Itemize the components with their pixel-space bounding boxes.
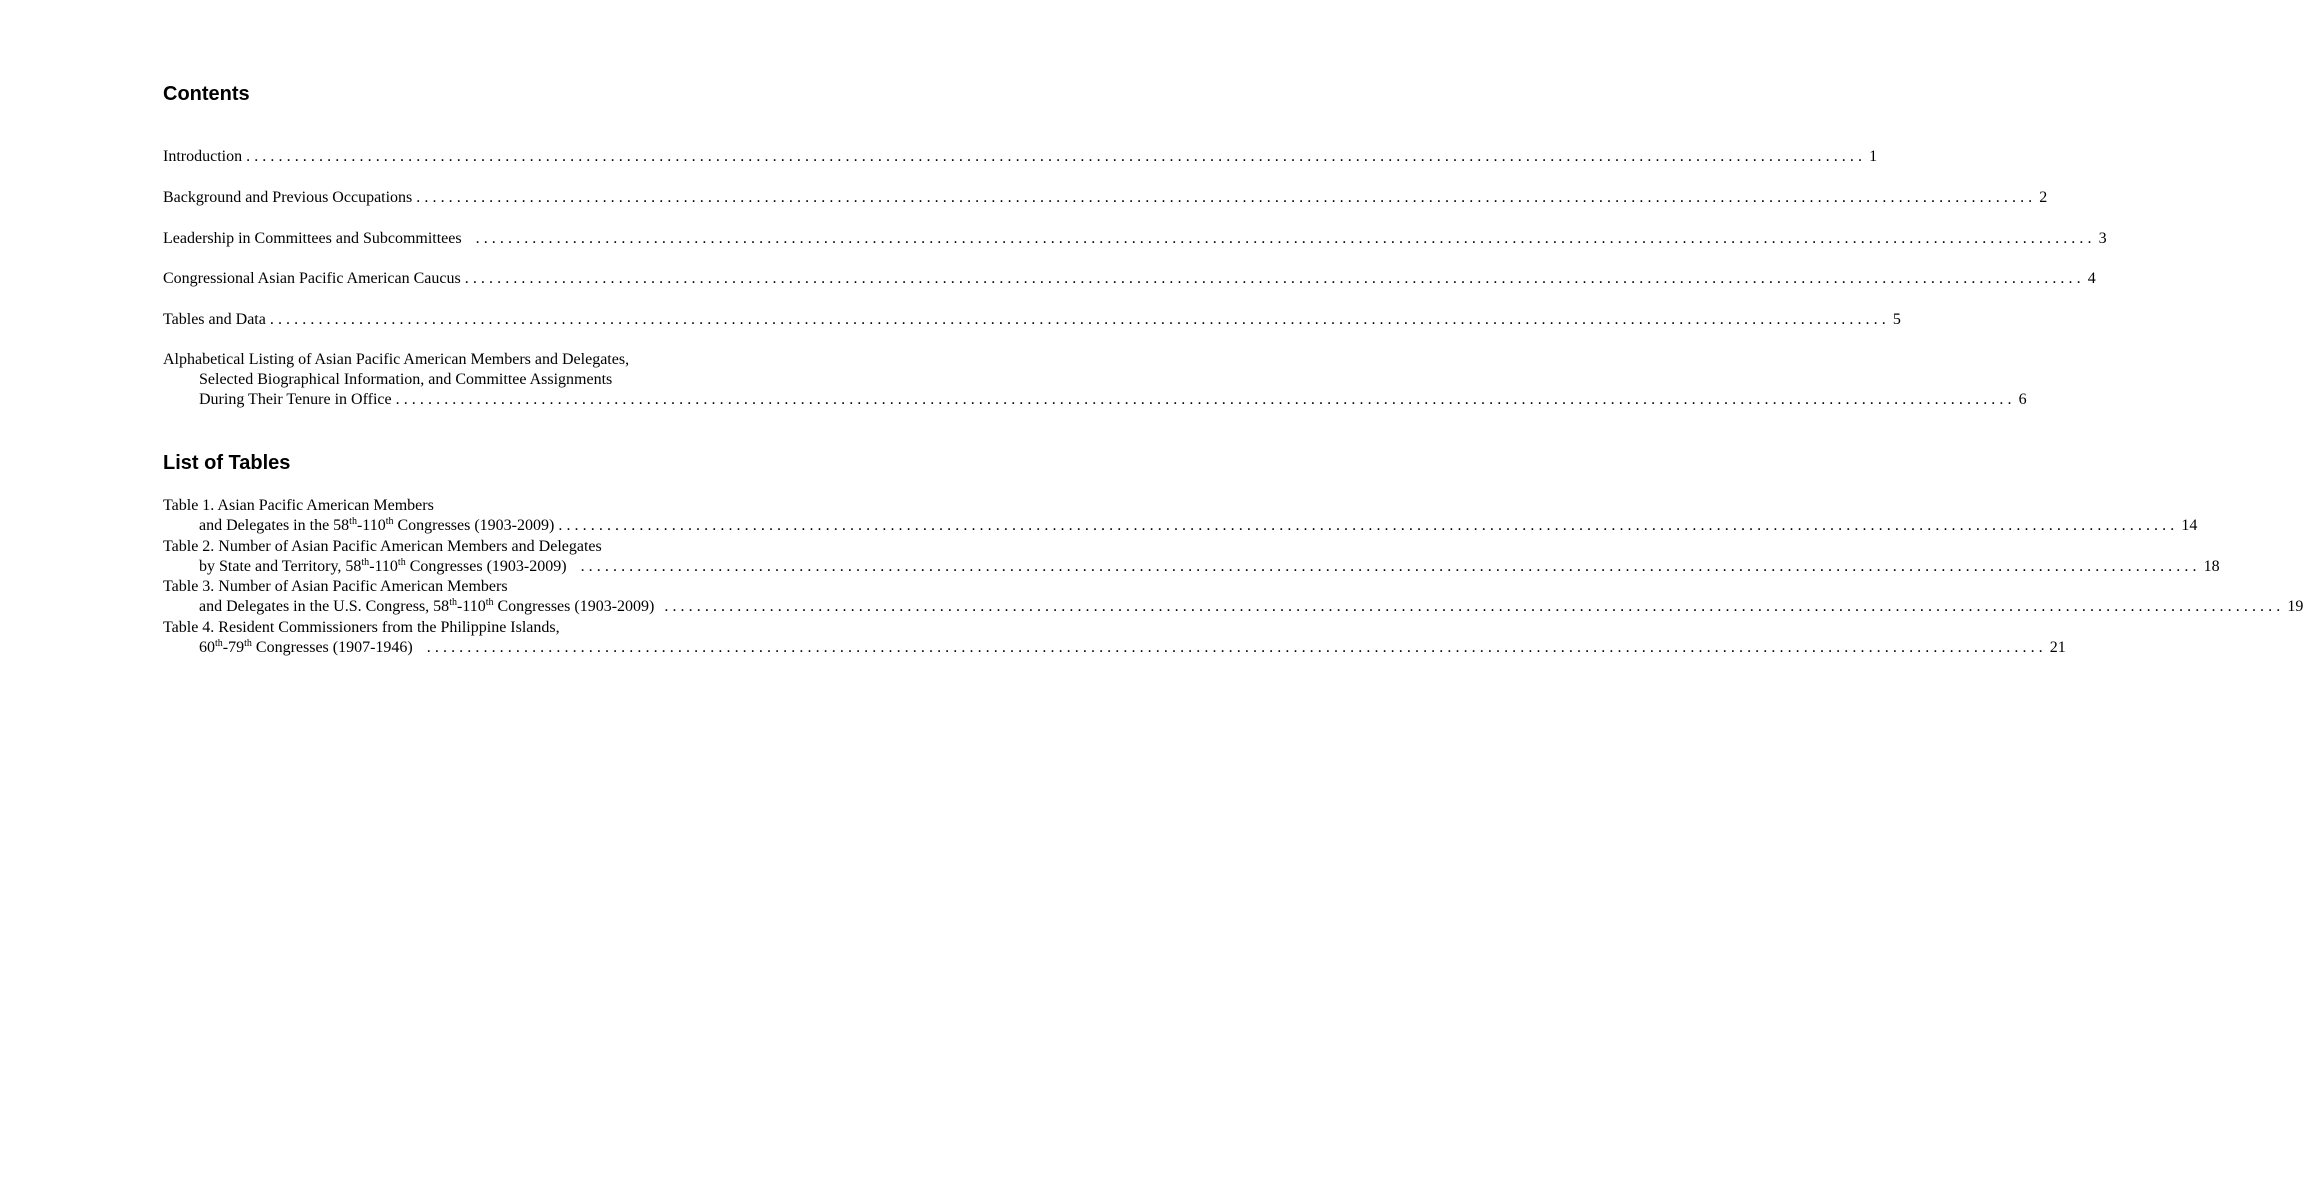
toc-entry-page: 1	[1869, 148, 1878, 165]
table-entry-page: 14	[2181, 517, 2198, 534]
table-entry-page: 18	[2203, 558, 2220, 575]
table-entry-page: 21	[2049, 639, 2066, 656]
table-entry-4[interactable]	[163, 618, 2066, 658]
dot-leader: ........................................................................................................................................................................................................	[558, 517, 2179, 534]
toc-entry-title: Background and Previous Occupations	[163, 189, 413, 206]
toc-entry-title: Congressional Asian Pacific American Caucus	[163, 270, 461, 287]
toc-entry-caucus[interactable]	[163, 269, 2096, 289]
dot-leader: ........................................................................................................................................................................................................	[269, 311, 1890, 328]
table-entry-3[interactable]	[163, 577, 2303, 617]
toc-entry-background[interactable]	[163, 188, 2048, 208]
dot-leader: ........................................................................................................................................................................................................	[395, 391, 2016, 408]
dot-leader: ........................................................................................................................................................................................................	[475, 230, 2096, 247]
dot-leader: ........................................................................................................................................................................................................	[416, 189, 2037, 206]
toc-entry-leadership[interactable]	[163, 229, 2107, 249]
contents-heading: Contents	[163, 83, 250, 105]
table-entry-title-line2: by State and Territory, 58th-110th Congresses (1903-2009)	[199, 557, 567, 575]
toc-entry-page: 3	[2098, 230, 2107, 247]
toc-entry-title-line2: Selected Biographical Information, and Committee Assignments	[199, 371, 613, 388]
toc-entry-title-line3: During Their Tenure in Office	[199, 391, 392, 408]
table-entry-title-line2: and Delegates in the 58th-110th Congresses (1903-2009)	[199, 516, 555, 534]
dot-leader: ........................................................................................................................................................................................................	[426, 639, 2047, 656]
dot-leader: ........................................................................................................................................................................................................	[580, 558, 2201, 575]
toc-entry-title: Tables and Data	[163, 311, 266, 328]
dot-leader: ........................................................................................................................................................................................................	[464, 270, 2085, 287]
table-entry-title-line1: Table 4. Resident Commissioners from the Philippine Islands,	[163, 619, 560, 636]
table-entry-title-line1: Table 2. Number of Asian Pacific American Members and Delegates	[163, 538, 602, 555]
toc-entry-tables-and-data[interactable]	[163, 310, 1901, 330]
table-entry-1[interactable]	[163, 496, 2198, 536]
toc-entry-title: Leadership in Committees and Subcommittees	[163, 230, 462, 247]
dot-leader: ........................................................................................................................................................................................................	[664, 598, 2285, 615]
toc-entry-page: 5	[1892, 311, 1901, 328]
list-of-tables-heading: List of Tables	[163, 452, 291, 474]
table-entry-title-line1: Table 3. Number of Asian Pacific American Members	[163, 578, 508, 595]
table-entry-title-line2: and Delegates in the U.S. Congress, 58th-110th Congresses (1903-2009)	[199, 597, 655, 615]
toc-entry-page: 2	[2039, 189, 2048, 206]
toc-entry-page: 6	[2018, 391, 2027, 408]
table-entry-title-line2: 60th-79th Congresses (1907-1946)	[199, 638, 413, 656]
table-entry-title-line1: Table 1. Asian Pacific American Members	[163, 497, 434, 514]
table-entry-2[interactable]	[163, 537, 2220, 577]
toc-entry-title: Introduction	[163, 148, 243, 165]
toc-entry-alphabetical-listing[interactable]	[163, 350, 2027, 410]
table-entry-page: 19	[2287, 598, 2303, 615]
toc-entry-page: 4	[2087, 270, 2096, 287]
toc-entry-title-line1: Alphabetical Listing of Asian Pacific American Members and Delegates,	[163, 351, 630, 368]
toc-entry-introduction[interactable]	[163, 147, 1878, 167]
dot-leader: ........................................................................................................................................................................................................	[246, 148, 1867, 165]
